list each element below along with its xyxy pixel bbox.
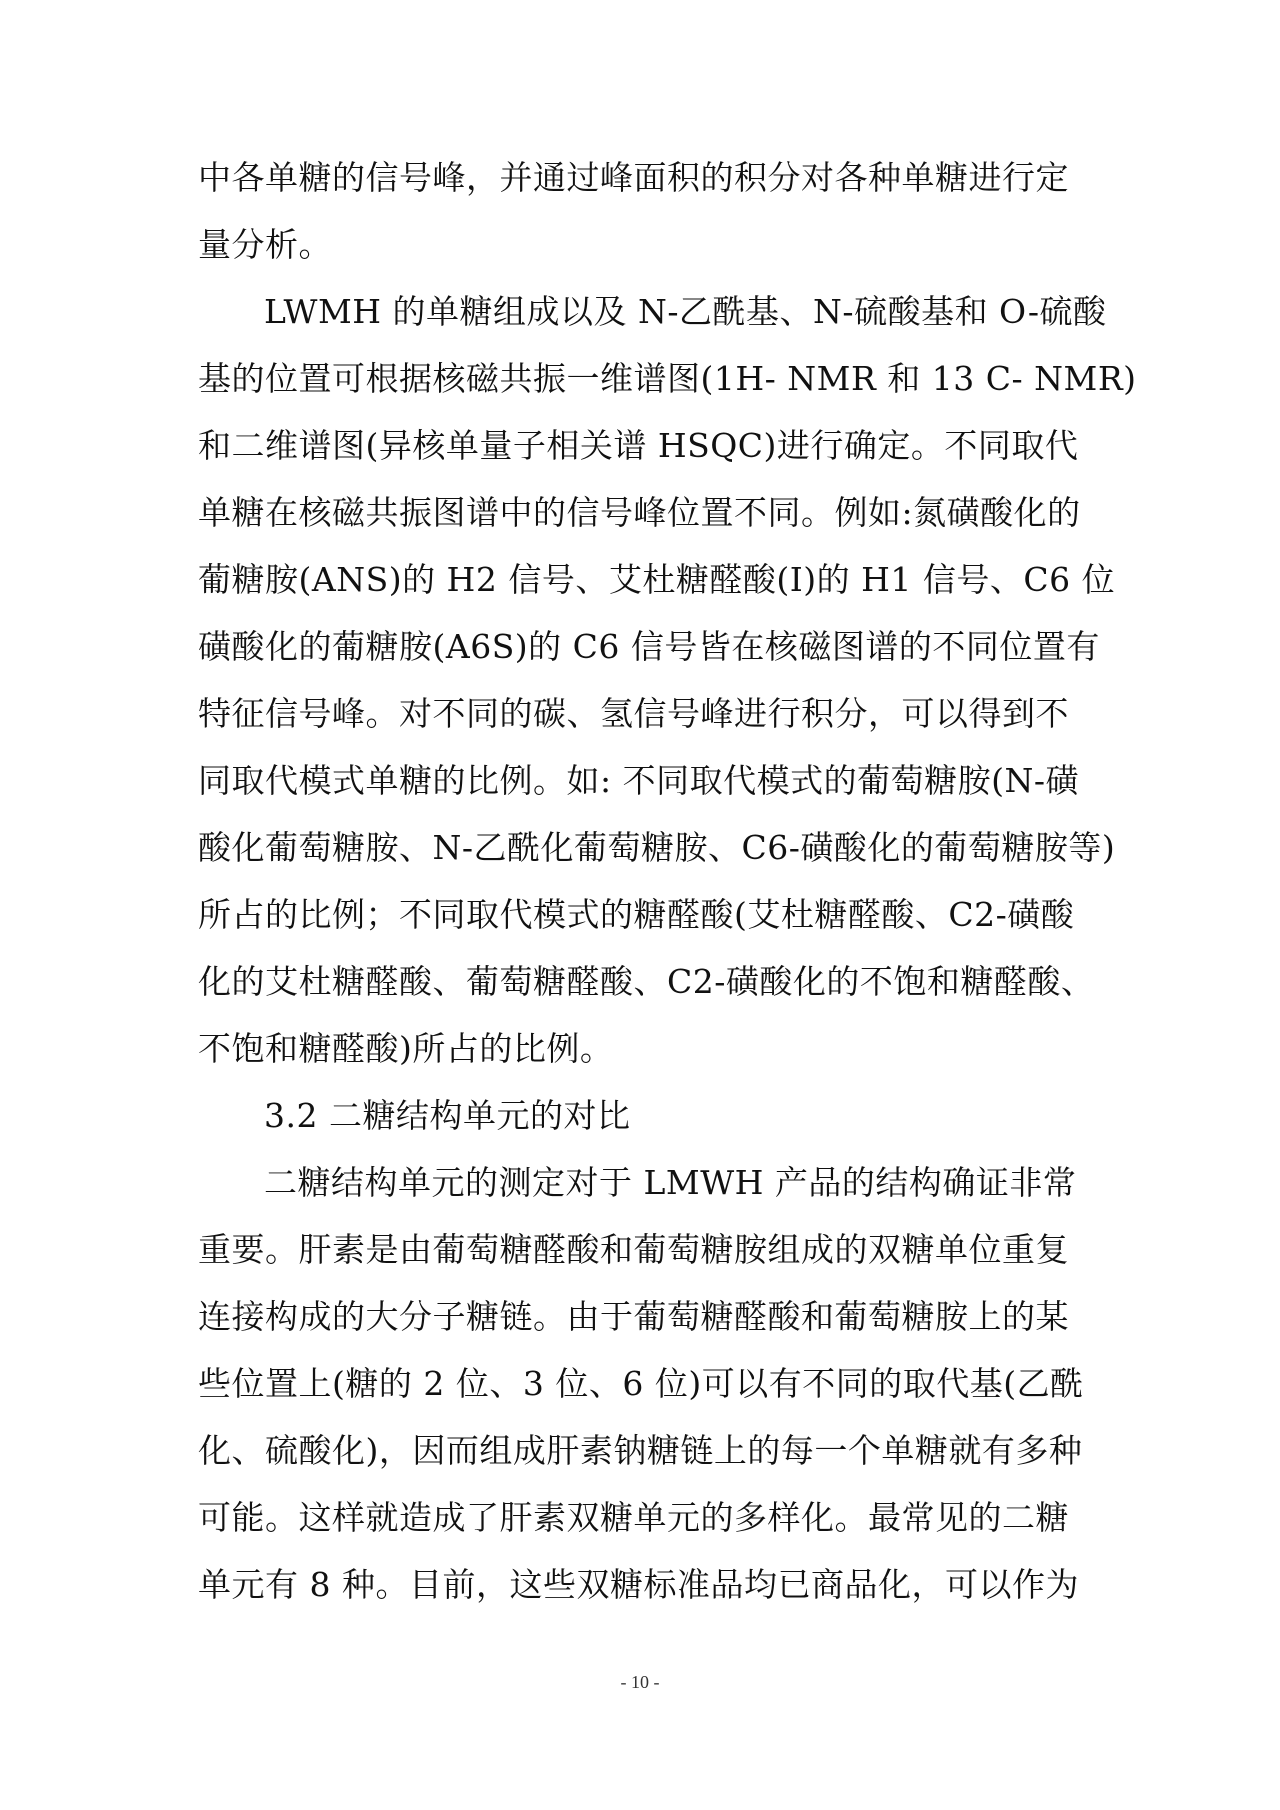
body-text-line: 二糖结构单元的测定对于 LMWH 产品的结构确证非常: [264, 1163, 1077, 1202]
body-text-line: 和二维谱图(异核单量子相关谱 HSQC)进行确定。不同取代: [198, 426, 1079, 465]
body-text-line: 所占的比例；不同取代模式的糖醛酸(艾杜糖醛酸、C2-磺酸: [198, 895, 1075, 934]
body-text-line: 量分析。: [198, 225, 332, 264]
body-text-line: 特征信号峰。对不同的碳、氢信号峰进行积分，可以得到不: [198, 694, 1069, 733]
body-text-line: 单元有 8 种。目前，这些双糖标准品均已商品化，可以作为: [198, 1565, 1079, 1604]
body-text-line: 葡糖胺(ANS)的 H2 信号、艾杜糖醛酸(I)的 H1 信号、C6 位: [198, 560, 1116, 599]
page-number: - 10 -: [620, 1672, 660, 1692]
body-text-line: 可能。这样就造成了肝素双糖单元的多样化。最常见的二糖: [198, 1498, 1069, 1537]
section-heading: 3.2 二糖结构单元的对比: [264, 1096, 631, 1135]
body-text-line: 不饱和糖醛酸)所占的比例。: [198, 1029, 614, 1068]
body-text-line: 中各单糖的信号峰，并通过峰面积的积分对各种单糖进行定: [198, 158, 1069, 197]
body-text-line: 单糖在核磁共振图谱中的信号峰位置不同。例如:氮磺酸化的: [198, 493, 1081, 532]
body-text-line: 化的艾杜糖醛酸、葡萄糖醛酸、C2-磺酸化的不饱和糖醛酸、: [198, 962, 1095, 1001]
body-text-line: 重要。肝素是由葡萄糖醛酸和葡萄糖胺组成的双糖单位重复: [198, 1230, 1069, 1269]
body-text-line: 同取代模式单糖的比例。如: 不同取代模式的葡萄糖胺(N-磺: [198, 761, 1080, 800]
body-text-line: 化、硫酸化)，因而组成肝素钠糖链上的每一个单糖就有多种: [198, 1431, 1083, 1470]
body-text-line: 酸化葡萄糖胺、N-乙酰化葡萄糖胺、C6-磺酸化的葡萄糖胺等): [198, 828, 1116, 867]
body-text-line: 连接构成的大分子糖链。由于葡萄糖醛酸和葡萄糖胺上的某: [198, 1297, 1069, 1336]
body-text-line: 基的位置可根据核磁共振一维谱图(1H- NMR 和 13 C- NMR): [198, 359, 1137, 398]
body-text-line: 些位置上(糖的 2 位、3 位、6 位)可以有不同的取代基(乙酰: [198, 1364, 1084, 1403]
body-text-line: LWMH 的单糖组成以及 N-乙酰基、N-硫酸基和 O-硫酸: [264, 292, 1107, 331]
body-text-line: 磺酸化的葡糖胺(A6S)的 C6 信号皆在核磁图谱的不同位置有: [198, 627, 1100, 666]
